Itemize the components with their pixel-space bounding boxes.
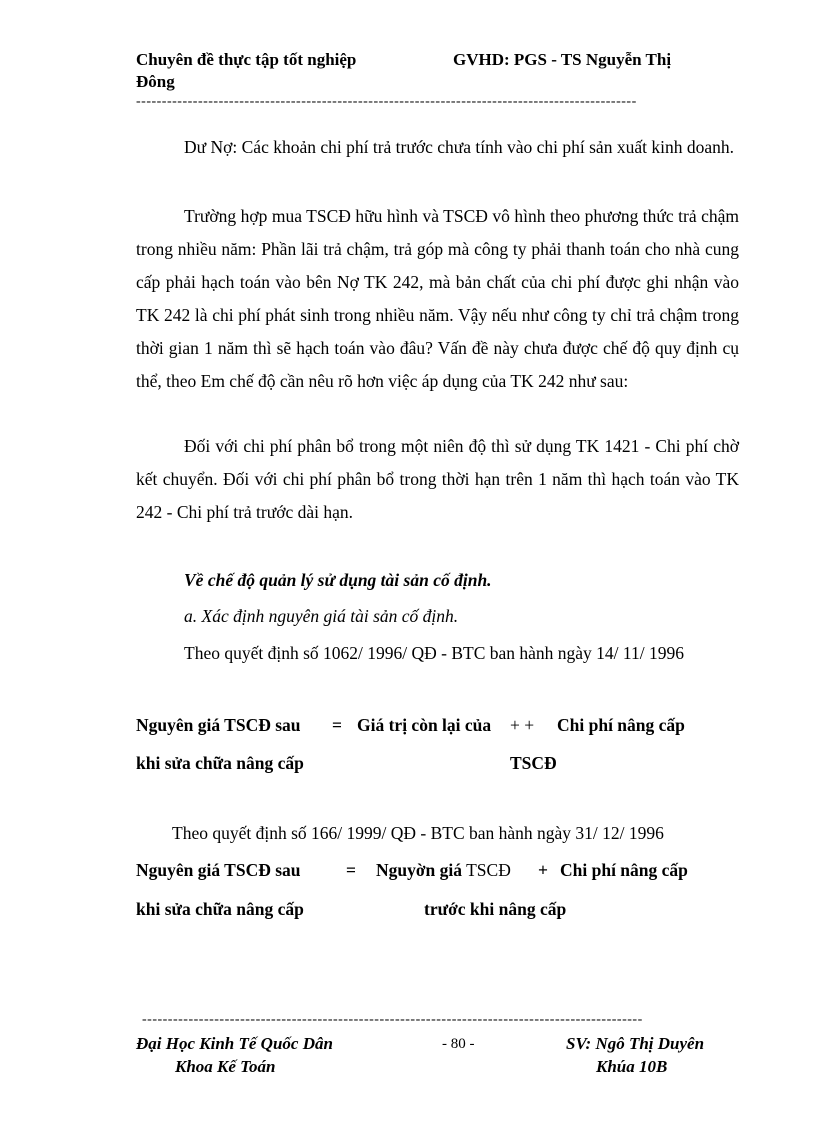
footer-university: Đại Học Kinh Tế Quốc Dân [136,1034,333,1053]
decision-1: Theo quyết định số 1062/ 1996/ QĐ - BTC ban hành ngày 14/ 11/ 1996 [184,643,684,663]
formula2-term2: Chi phí nâng cấp [560,860,688,880]
formula1-term1-cont: TSCĐ [510,753,557,773]
formula1-term1: Giá trị còn lại của [357,715,492,735]
formula2-equals: = [346,860,356,880]
formula1-equals: = [332,715,342,735]
formula1-plus: + + [510,715,535,735]
footer-faculty: Khoa Kế Toán [175,1057,276,1076]
paragraph-deferred-payment: Trường hợp mua TSCĐ hữu hình và TSCĐ vô hình theo phương thức trả chậm trong nhiều năm: Phần lãi trả chậm, trả góp mà công ty phải thanh toán cho nhà cung cấp phải hạch toán vào bên Nợ TK 242, mà bản chất của chi phí được ghi nhận vào TK 242 là chi phí phát sinh trong nhiều năm. Vậy nếu như công ty chỉ trả chậm trong thời gian 1 năm thì sẽ hạch toán vào đâu? Vấn đề này chưa được chế độ quy định cụ thể, theo Em chế độ cần nêu rõ hơn việc áp dụng của TK 242 như sau: [136,206,739,391]
paragraph-allocation: Đối với chi phí phân bổ trong một niên độ thì sử dụng TK 1421 - Chi phí chờ kết chuyển. Đối với chi phí phân bổ trong thời hạn trên 1 năm thì hạch toán vào TK 242 - Chi phí trả trước dài hạn. [136,436,739,522]
header-title: Chuyên đề thực tập tốt nghiệp [136,50,357,69]
decision-2: Theo quyết định số 166/ 1999/ QĐ - BTC ban hành ngày 31/ 12/ 1996 [172,823,664,843]
footer-student: SV: Ngô Thị Duyên [566,1034,705,1053]
formula2-lhs: Nguyên giá TSCĐ sau [136,860,301,880]
formula1-lhs-cont: khi sửa chữa nâng cấp [136,753,304,773]
header-rule: ------------------------------------------------------------------------------------------------- [136,94,637,109]
header-supervisor: GVHD: PGS - TS Nguyễn Thị [453,50,672,69]
footer-rule: ------------------------------------------------------------------------------------------------- [142,1012,643,1027]
paragraph-debit: Dư Nợ: Các khoản chi phí trả trước chưa tính vào chi phí sản xuất kinh doanh. [184,137,734,157]
section-title: Về chế độ quản lý sử dụng tài sản cố định. [184,570,492,590]
footer-course: Khúa 10B [596,1057,668,1076]
formula1-lhs: Nguyên giá TSCĐ sau [136,715,301,735]
formula2-plus: + [538,860,548,880]
formula1-term2: Chi phí nâng cấp [557,715,685,735]
formula2-lhs-cont: khi sửa chữa nâng cấp [136,899,304,919]
subsection-title: a. Xác định nguyên giá tài sản cố định. [184,606,459,626]
formula2-term1: Nguyờn giá TSCĐ [376,860,511,880]
page-number: - 80 - [442,1036,475,1052]
formula2-term1-cont: trước khi nâng cấp [424,899,567,919]
header-supervisor-cont: Đông [136,72,175,91]
